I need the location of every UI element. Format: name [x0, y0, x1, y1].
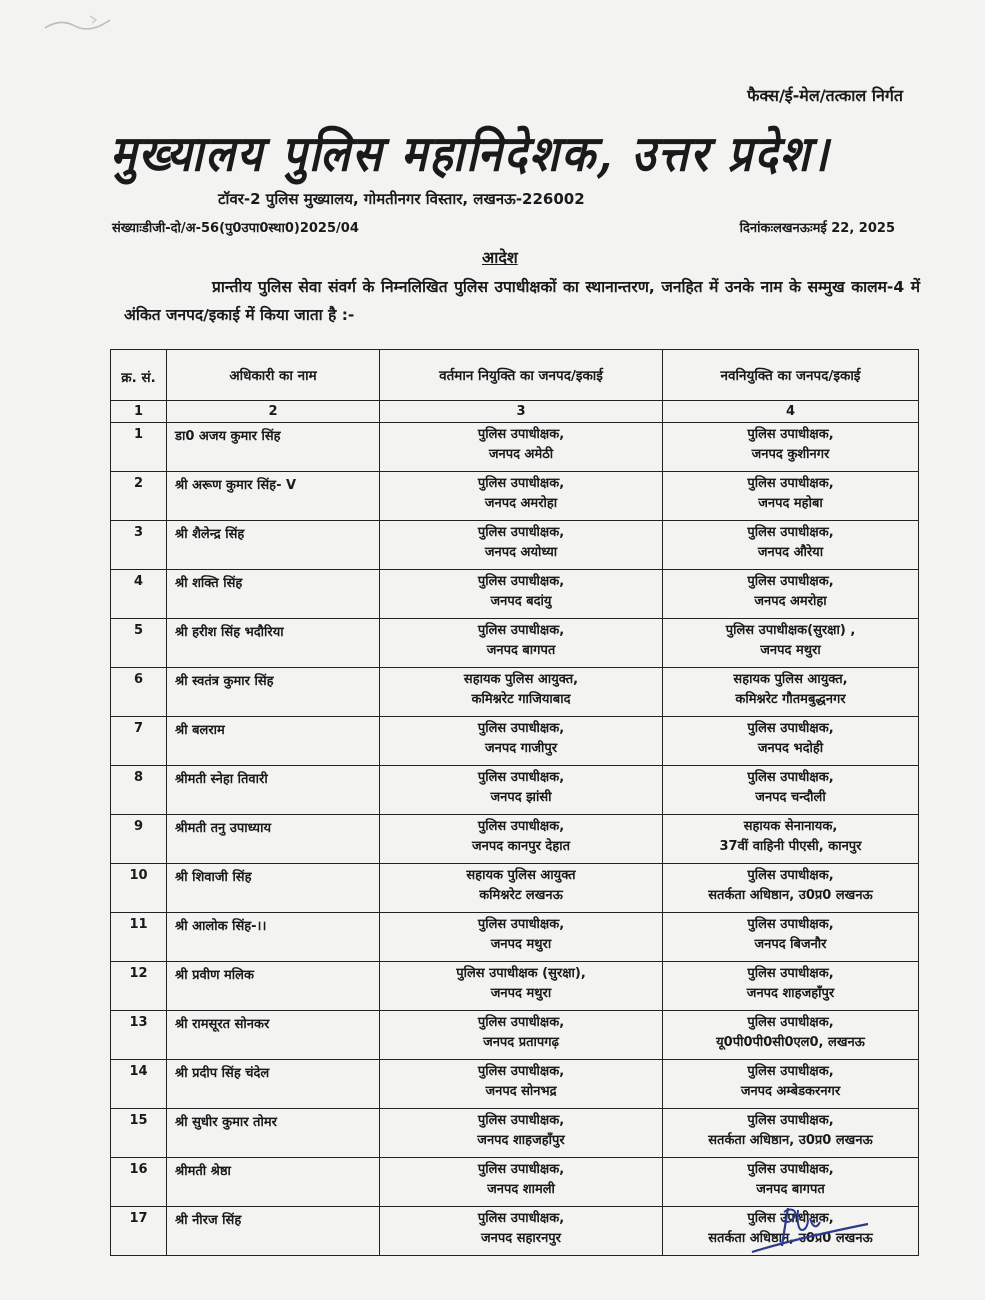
posting-line: जनपद अम्बेडकरनगर — [740, 1084, 841, 1099]
reference-number: संख्याःडीजी-दो/अ-56(पु0उपा0स्था0)2025/04 — [112, 221, 359, 236]
posting-line: सहायक पुलिस आयुक्त — [466, 868, 576, 883]
new-posting-cell — [663, 815, 919, 864]
posting-line: सतर्कता अधिष्ठान, उ0प्र0 लखनऊ — [708, 1231, 873, 1246]
posting-line: जनपद बिजनौर — [754, 937, 827, 952]
current-posting-cell — [380, 717, 663, 766]
officer-name-cell: श्रीमती तनु उपाध्याय — [167, 815, 380, 864]
table-row — [111, 717, 919, 766]
current-posting-cell — [380, 913, 663, 962]
posting-line: जनपद चन्दौली — [755, 790, 826, 805]
officer-name-cell: श्री शिवाजी सिंह — [167, 864, 380, 913]
header-current-posting: वर्तमान नियुक्ति का जनपद/इकाई — [380, 350, 663, 401]
column-number: 2 — [167, 401, 380, 423]
current-posting-cell — [380, 962, 663, 1011]
column-number: 4 — [663, 401, 919, 423]
serial-number-cell: 1 — [111, 423, 167, 472]
new-posting-cell — [663, 962, 919, 1011]
table-row — [111, 913, 919, 962]
posting-line: जनपद अमरोहा — [754, 594, 827, 609]
new-posting-cell — [663, 913, 919, 962]
table-row — [111, 766, 919, 815]
officer-name-cell: श्रीमती स्नेहा तिवारी — [167, 766, 380, 815]
current-posting-cell — [380, 766, 663, 815]
posting-line: सतर्कता अधिष्ठान, उ0प्र0 लखनऊ — [708, 1133, 873, 1148]
serial-number-cell: 17 — [111, 1207, 167, 1256]
current-posting-cell — [380, 1060, 663, 1109]
table-row — [111, 1011, 919, 1060]
posting-line: पुलिस उपाधीक्षक, — [477, 525, 565, 540]
new-posting-cell — [663, 570, 919, 619]
posting-line: पुलिस उपाधीक्षक, — [477, 427, 565, 442]
posting-line: पुलिस उपाधीक्षक, — [477, 1064, 565, 1079]
posting-line: सहायक पुलिस आयुक्त, — [463, 672, 579, 687]
serial-number-cell: 15 — [111, 1109, 167, 1158]
posting-line: जनपद अमरोहा — [484, 496, 558, 511]
serial-number-cell: 4 — [111, 570, 167, 619]
posting-line: सतर्कता अधिष्ठान, उ0प्र0 लखनऊ — [708, 888, 873, 903]
officer-name-cell: श्री रामसूरत सोनकर — [167, 1011, 380, 1060]
posting-line: कमिश्नरेट लखनऊ — [479, 888, 563, 903]
table-row — [111, 472, 919, 521]
table-row — [111, 570, 919, 619]
new-posting-cell — [663, 864, 919, 913]
serial-number-cell: 2 — [111, 472, 167, 521]
posting-line: पुलिस उपाधीक्षक, — [477, 574, 565, 589]
posting-line: पुलिस उपाधीक्षक, — [747, 917, 834, 932]
current-posting-cell — [380, 668, 663, 717]
office-title: मुख्यालय पुलिस महानिदेशक, उत्तर प्रदेश। — [110, 125, 831, 183]
posting-line: पुलिस उपाधीक्षक, — [477, 721, 565, 736]
posting-line: पुलिस उपाधीक्षक, — [477, 1015, 565, 1030]
table-row — [111, 619, 919, 668]
table-header-row — [111, 350, 919, 401]
posting-line: जनपद सोनभद्र — [485, 1084, 557, 1099]
posting-line: जनपद मथुरा — [490, 986, 552, 1001]
posting-line: पुलिस उपाधीक्षक, — [747, 1064, 834, 1079]
officer-name-cell: श्री आलोक सिंह-।। — [167, 913, 380, 962]
serial-number-cell: 9 — [111, 815, 167, 864]
header-serial: क्र. सं. — [111, 350, 167, 401]
serial-number-cell: 6 — [111, 668, 167, 717]
officer-name-cell: श्री सुधीर कुमार तोमर — [167, 1109, 380, 1158]
new-posting-cell — [663, 1109, 919, 1158]
officer-name-cell: श्री प्रवीण मलिक — [167, 962, 380, 1011]
officer-name-cell: श्री शैलेन्द्र सिंह — [167, 521, 380, 570]
scan-smudge-icon — [40, 8, 130, 38]
table-row — [111, 864, 919, 913]
serial-number-cell: 10 — [111, 864, 167, 913]
table-row — [111, 423, 919, 472]
new-posting-cell — [663, 472, 919, 521]
officer-name-cell: श्री शक्ति सिंह — [167, 570, 380, 619]
table-row — [111, 962, 919, 1011]
posting-line: पुलिस उपाधीक्षक, — [477, 1211, 565, 1226]
header-new-posting: नवनियुक्ति का जनपद/इकाई — [663, 350, 919, 401]
posting-line: जनपद गाजीपुर — [484, 741, 558, 756]
order-date: दिनांकःलखनऊःमई 22, 2025 — [739, 221, 895, 236]
table-row — [111, 521, 919, 570]
posting-line: पुलिस उपाधीक्षक, — [747, 1211, 834, 1226]
serial-number-cell: 13 — [111, 1011, 167, 1060]
posting-line: पुलिस उपाधीक्षक, — [477, 1162, 565, 1177]
new-posting-cell — [663, 1011, 919, 1060]
posting-line: जनपद बागपत — [756, 1182, 825, 1197]
current-posting-cell — [380, 864, 663, 913]
posting-line: पुलिस उपाधीक्षक, — [477, 917, 565, 932]
officer-name-cell: श्री अरूण कुमार सिंह- V — [167, 472, 380, 521]
dispatch-mode-line: फैक्स/ई-मेल/तत्काल निर्गत — [747, 86, 903, 105]
posting-line: जनपद अयोध्या — [484, 545, 558, 560]
serial-number-cell: 14 — [111, 1060, 167, 1109]
posting-line: पुलिस उपाधीक्षक, — [747, 574, 834, 589]
posting-line: जनपद कुशीनगर — [751, 447, 830, 462]
posting-line: जनपद कानपुर देहात — [471, 839, 571, 854]
serial-number-cell: 16 — [111, 1158, 167, 1207]
header-officer-name: अधिकारी का नाम — [167, 350, 380, 401]
posting-line: पुलिस उपाधीक्षक, — [747, 868, 834, 883]
office-address: टॉवर-2 पुलिस मुख्यालय, गोमतीनगर विस्तार, लखनऊ-226002 — [218, 190, 585, 208]
column-number: 1 — [111, 401, 167, 423]
signature-icon — [748, 1190, 888, 1270]
posting-line: पुलिस उपाधीक्षक, — [747, 721, 834, 736]
posting-line: जनपद भदोही — [757, 741, 824, 756]
current-posting-cell — [380, 1158, 663, 1207]
officer-name-cell: श्री स्वतंत्र कुमार सिंह — [167, 668, 380, 717]
posting-line: जनपद शाहजहाँपुर — [477, 1133, 565, 1148]
posting-line: सहायक पुलिस आयुक्त, — [733, 672, 848, 687]
posting-line: पुलिस उपाधीक्षक, — [747, 476, 834, 491]
new-posting-cell — [663, 423, 919, 472]
new-posting-cell — [663, 668, 919, 717]
officer-name-cell: डा0 अजय कुमार सिंह — [167, 423, 380, 472]
officer-name-cell: श्री प्रदीप सिंह चंदेल — [167, 1060, 380, 1109]
serial-number-cell: 5 — [111, 619, 167, 668]
posting-line: जनपद सहारनपुर — [481, 1231, 561, 1246]
serial-number-cell: 11 — [111, 913, 167, 962]
posting-line: कमिश्नरेट गाजियाबाद — [471, 692, 571, 707]
posting-line: 37वीं वाहिनी पीएसी, कानपुर — [719, 839, 862, 854]
posting-line: पुलिस उपाधीक्षक, — [747, 427, 834, 442]
posting-line: जनपद मथुरा — [760, 643, 821, 658]
current-posting-cell — [380, 1011, 663, 1060]
posting-line: पुलिस उपाधीक्षक, — [747, 770, 834, 785]
posting-line: जनपद बदांयु — [490, 594, 552, 609]
officer-name-cell: श्री हरीश सिंह भदौरिया — [167, 619, 380, 668]
posting-line: सहायक सेनानायक, — [743, 819, 838, 834]
new-posting-cell — [663, 766, 919, 815]
posting-line: पुलिस उपाधीक्षक, — [477, 1113, 565, 1128]
posting-line: जनपद मथुरा — [490, 937, 552, 952]
posting-line: जनपद अमेठी — [488, 447, 554, 462]
current-posting-cell — [380, 1109, 663, 1158]
serial-number-cell: 8 — [111, 766, 167, 815]
new-posting-cell — [663, 717, 919, 766]
posting-line: पुलिस उपाधीक्षक, — [477, 623, 565, 638]
posting-line: जनपद झांसी — [490, 790, 552, 805]
posting-line: पुलिस उपाधीक्षक, — [747, 1113, 834, 1128]
posting-line: पुलिस उपाधीक्षक(सुरक्षा) , — [725, 623, 856, 638]
officer-name-cell: श्री बलराम — [167, 717, 380, 766]
column-number-row — [111, 401, 919, 423]
posting-line: जनपद महोबा — [758, 496, 823, 511]
table-row — [111, 815, 919, 864]
posting-line: पुलिस उपाधीक्षक, — [747, 966, 834, 981]
posting-line: यू0पी0पी0सी0एल0, लखनऊ — [716, 1035, 865, 1050]
current-posting-cell — [380, 815, 663, 864]
column-number: 3 — [380, 401, 663, 423]
posting-line: कमिश्नरेट गौतमबुद्धनगर — [735, 692, 846, 707]
posting-line: जनपद औरेया — [757, 545, 824, 560]
order-heading: आदेश — [482, 248, 518, 267]
table-row — [111, 1109, 919, 1158]
posting-line: पुलिस उपाधीक्षक, — [477, 819, 565, 834]
current-posting-cell — [380, 619, 663, 668]
posting-line: पुलिस उपाधीक्षक, — [747, 525, 834, 540]
posting-line: पुलिस उपाधीक्षक, — [747, 1015, 834, 1030]
current-posting-cell — [380, 570, 663, 619]
current-posting-cell — [380, 472, 663, 521]
officer-name-cell: श्रीमती श्रेष्ठा — [167, 1158, 380, 1207]
serial-number-cell: 7 — [111, 717, 167, 766]
transfer-table — [110, 349, 919, 1256]
new-posting-cell — [663, 1060, 919, 1109]
posting-line: पुलिस उपाधीक्षक, — [477, 476, 565, 491]
current-posting-cell — [380, 423, 663, 472]
posting-line: जनपद शाहजहाँपुर — [746, 986, 835, 1001]
current-posting-cell — [380, 1207, 663, 1256]
order-body-text: प्रान्तीय पुलिस सेवा संवर्ग के निम्नलिखित पुलिस उपाधीक्षकों का स्थानान्तरण, जनहित में उनके नाम के सम्मुख कालम-4 में अंकित जनपद/इकाई में किया जाता है :- — [124, 278, 920, 324]
posting-line: पुलिस उपाधीक्षक (सुरक्षा), — [456, 966, 586, 981]
serial-number-cell: 3 — [111, 521, 167, 570]
posting-line: पुलिस उपाधीक्षक, — [747, 1162, 834, 1177]
officer-name-cell: श्री नीरज सिंह — [167, 1207, 380, 1256]
posting-line: जनपद शामली — [487, 1182, 555, 1197]
serial-number-cell: 12 — [111, 962, 167, 1011]
new-posting-cell — [663, 521, 919, 570]
posting-line: जनपद बागपत — [486, 643, 556, 658]
current-posting-cell — [380, 521, 663, 570]
posting-line: जनपद प्रतापगढ़ — [483, 1035, 559, 1050]
table-row — [111, 668, 919, 717]
posting-line: पुलिस उपाधीक्षक, — [477, 770, 565, 785]
table-row — [111, 1060, 919, 1109]
new-posting-cell — [663, 619, 919, 668]
